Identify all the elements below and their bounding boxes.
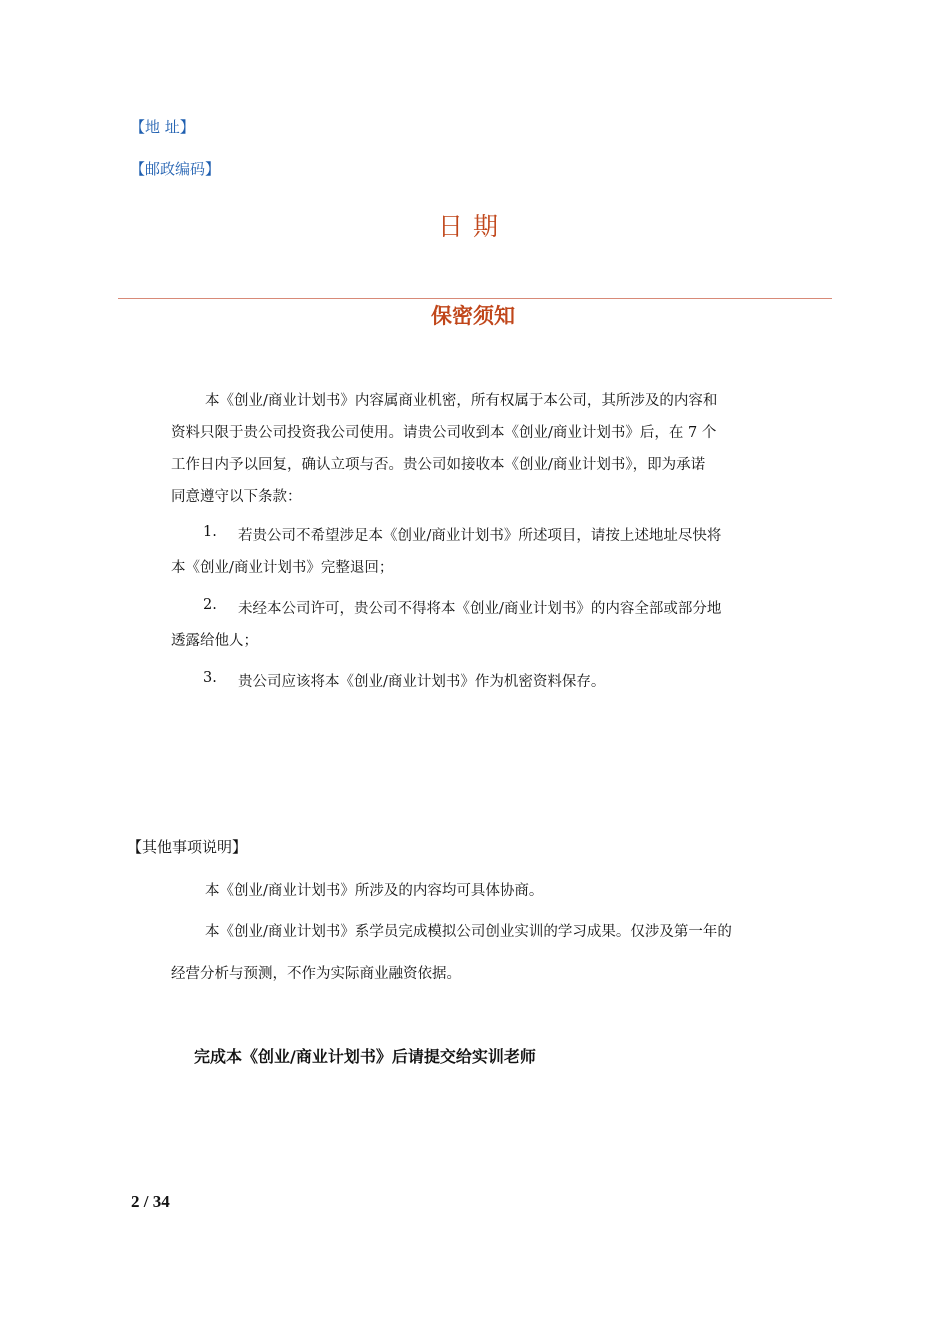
clause-2-line-2: 透露给他人； (171, 633, 258, 649)
intro-line-3: 工作日内予以回复，确认立项与否。贵公司如接收本《创业/商业计划书》，即为承诺 (171, 457, 706, 473)
other-notes-para-1: 本《创业/商业计划书》所涉及的内容均可具体协商。 (205, 883, 544, 899)
section-divider (118, 298, 832, 299)
clause-3-line-1: 贵公司应该将本《创业/商业计划书》作为机密资料保存。 (238, 674, 606, 690)
intro-line-1: 本《创业/商业计划书》内容属商业机密，所有权属于本公司，其所涉及的内容和 (205, 393, 718, 409)
clause-number-2: 2. (203, 597, 217, 613)
clause-number-3: 3. (203, 670, 217, 686)
submit-note: 完成本《创业/商业计划书》后请提交给实训老师 (194, 1047, 536, 1066)
address-label: 【地 址】 (130, 118, 195, 136)
other-notes-para-2-line-2: 经营分析与预测，不作为实际商业融资依据。 (171, 966, 461, 982)
postcode-label: 【邮政编码】 (130, 160, 221, 178)
intro-line-2: 资料只限于贵公司投资我公司使用。请贵公司收到本《创业/商业计划书》后，在 7 个 (171, 425, 717, 441)
confidentiality-title: 保密须知 (431, 304, 515, 328)
clause-2-line-1: 未经本公司许可，贵公司不得将本《创业/商业计划书》的内容全部或部分地 (238, 601, 722, 617)
page-number: 2 / 34 (131, 1192, 170, 1211)
other-notes-heading: 【其他事项说明】 (127, 838, 248, 856)
date-title: 日 期 (438, 212, 499, 241)
clause-1-line-2: 本《创业/商业计划书》完整退回； (171, 560, 394, 576)
intro-line-4: 同意遵守以下条款： (171, 489, 302, 505)
clause-1-line-1: 若贵公司不希望涉足本《创业/商业计划书》所述项目，请按上述地址尽快将 (238, 528, 722, 544)
other-notes-para-2-line-1: 本《创业/商业计划书》系学员完成模拟公司创业实训的学习成果。仅涉及第一年的 (205, 924, 732, 940)
clause-number-1: 1. (203, 524, 217, 540)
